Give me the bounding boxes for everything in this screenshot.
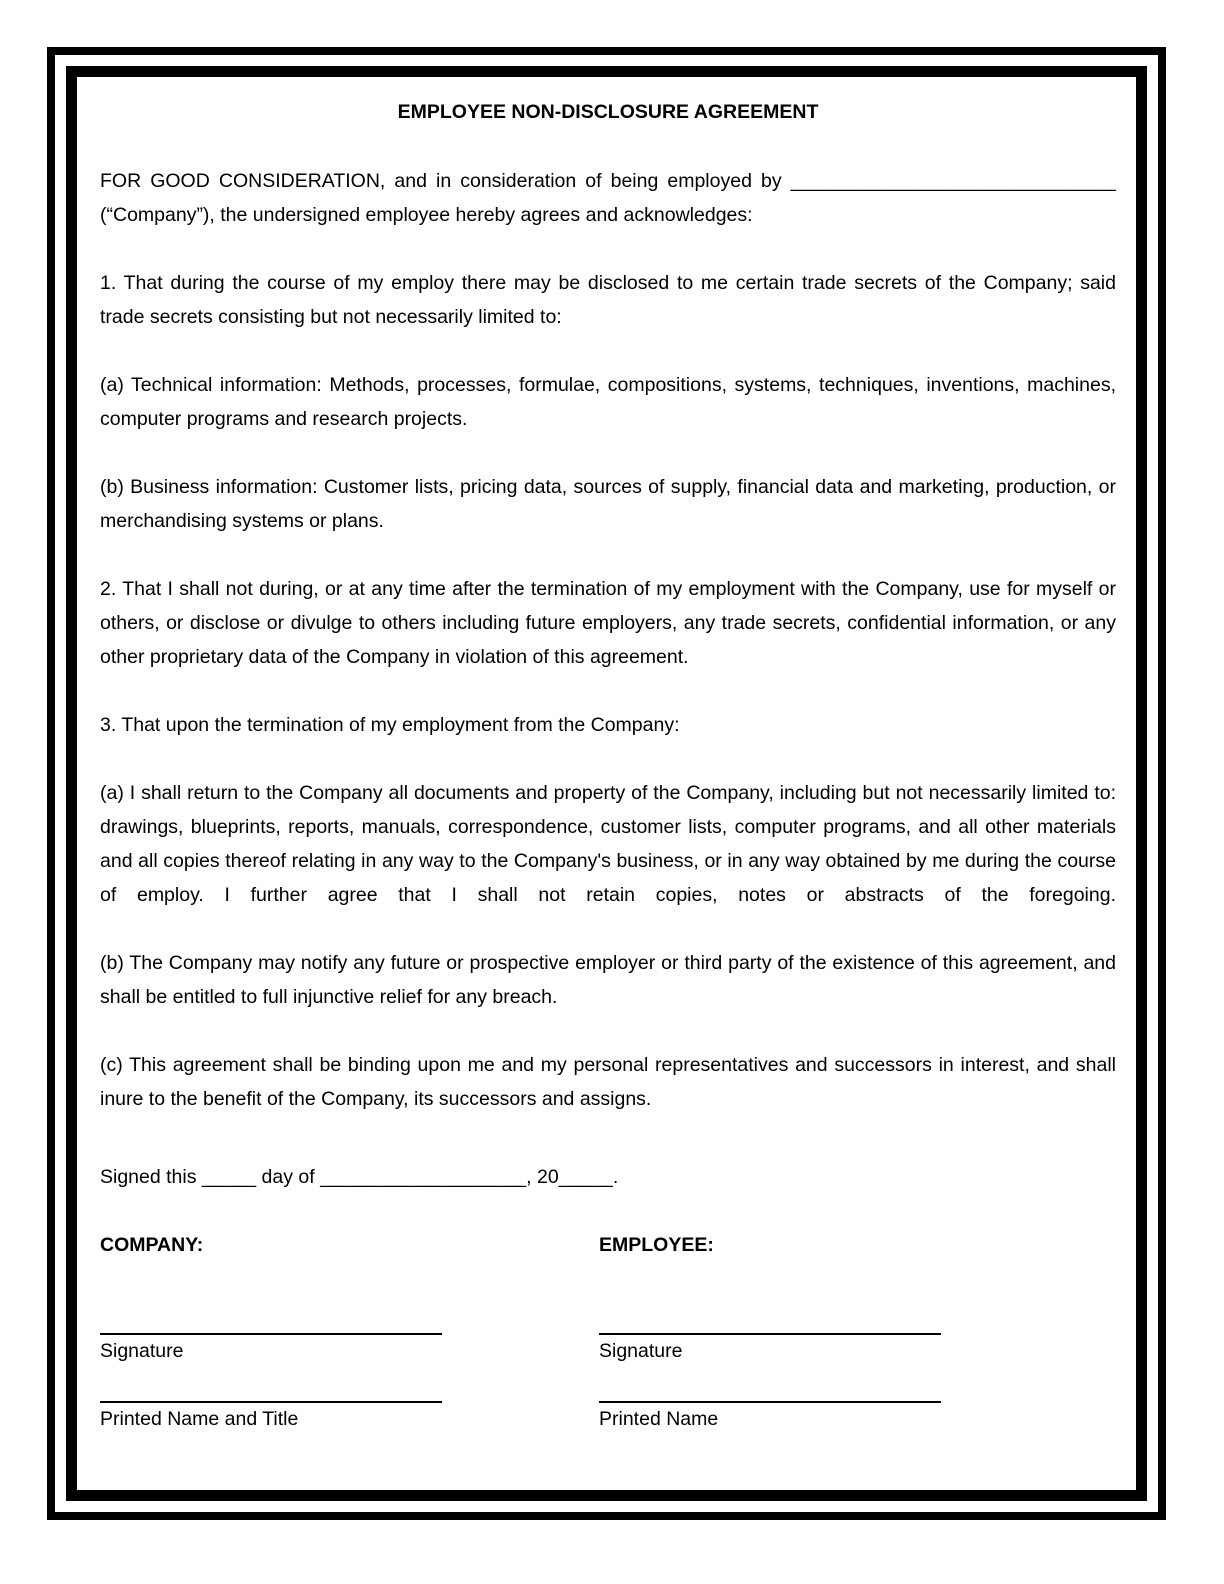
employee-signature-label: Signature <box>599 1340 683 1362</box>
employee-signature-column <box>599 1228 999 1430</box>
intro-paragraph: FOR GOOD CONSIDERATION, and in consideration of being employed by ______________________________ (“Company”), the undersigned employee hereby agrees and acknowledges: <box>100 170 1116 226</box>
company-signature-column <box>100 1228 500 1430</box>
employee-name-label: Printed Name <box>599 1408 719 1430</box>
clause-1a: (a) Technical information: Methods, processes, formulae, compositions, systems, techniques, inventions, machines, computer programs and research projects. <box>100 374 1116 430</box>
agreement-body <box>100 96 1116 1438</box>
company-name-rule <box>100 1401 442 1403</box>
company-name-label: Printed Name and Title <box>100 1408 299 1430</box>
company-signature-rule <box>100 1333 442 1335</box>
clause-1: 1. That during the course of my employ there may be disclosed to me certain trade secrets of the Company; said trade secrets consisting but not necessarily limited to: <box>100 272 1116 328</box>
clause-3: 3. That upon the termination of my employment from the Company: <box>100 714 680 736</box>
clause-3b: (b) The Company may notify any future or prospective employer or third party of the existence of this agreement, and shall be entitled to full injunctive relief for any breach. <box>100 952 1116 1008</box>
clause-1b: (b) Business information: Customer lists, pricing data, sources of supply, financial data and marketing, production, or merchandising systems or plans. <box>100 476 1116 532</box>
employee-heading: EMPLOYEE: <box>599 1234 714 1256</box>
signature-block <box>100 1228 1116 1438</box>
clause-3a: (a) I shall return to the Company all documents and property of the Company, including but not necessarily limited to: drawings, blueprints, reports, manuals, correspondence, customer lists, computer programs, and all other materials and all copies thereof relating in any way to the Company's business, or in any way obtained by me during the course of employ. I further agree that I shall not retain copies, notes or abstracts of the foregoing. <box>100 782 1116 906</box>
company-signature-label: Signature <box>100 1340 184 1362</box>
company-heading: COMPANY: <box>100 1234 204 1256</box>
document-title: EMPLOYEE NON-DISCLOSURE AGREEMENT <box>397 101 819 123</box>
employee-signature-rule <box>599 1333 941 1335</box>
clause-3c: (c) This agreement shall be binding upon me and my personal representatives and successors in interest, and shall inure to the benefit of the Company, its successors and assigns. <box>100 1054 1116 1110</box>
clause-2: 2. That I shall not during, or at any time after the termination of my employment with the Company, use for myself or others, or disclose or divulge to others including future employers, any trade secrets, confidential information, or any other proprietary data of the Company in violation of this agreement. <box>100 578 1116 668</box>
employee-name-rule <box>599 1401 941 1403</box>
company-name-field[interactable] <box>100 1401 442 1432</box>
company-signature-field[interactable] <box>100 1333 442 1364</box>
employee-name-field[interactable] <box>599 1401 941 1432</box>
employee-signature-field[interactable] <box>599 1333 941 1364</box>
signed-date-line: Signed this _____ day of ___________________, 20_____. <box>100 1166 619 1188</box>
